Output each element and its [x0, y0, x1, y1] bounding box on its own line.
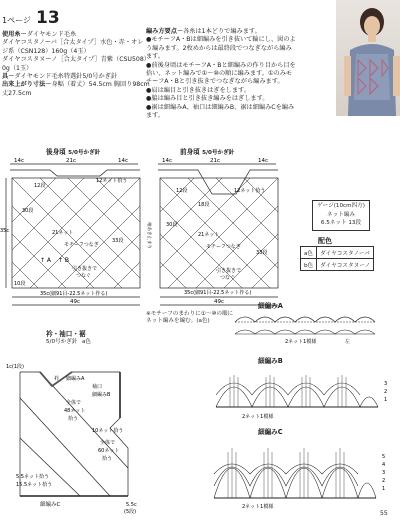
- header: [2, 8, 60, 28]
- edging-r3: 5.5ネット拾う: [16, 474, 49, 480]
- front-rows-2: 33段: [256, 250, 268, 256]
- stitch-c-row-4: 4: [382, 462, 386, 468]
- edging-r5: 5.5c: [126, 502, 137, 508]
- back-motif-net: 21ネット: [52, 230, 74, 236]
- front-body-schematic: [150, 142, 290, 312]
- stitch-b-diagram: [212, 363, 392, 425]
- front-diagram: [150, 142, 290, 312]
- materials-yarn-heading: 使用糸: [2, 31, 21, 38]
- front-join-1: 引き抜きで: [216, 268, 242, 274]
- edging-b3: 拾う: [102, 456, 113, 462]
- stitch-b-row-3: 3: [384, 381, 388, 387]
- back-join-1: 引き抜きで: [72, 266, 98, 272]
- back-shoulder: 12段: [34, 183, 46, 189]
- back-rows-2: 33段: [112, 238, 124, 244]
- instruction-line: ます。: [146, 112, 165, 120]
- gauge-box: [312, 200, 370, 231]
- edging-rep-3: 拾う: [68, 416, 79, 422]
- stitch-c-row-1: 1: [382, 486, 386, 492]
- edging-hook: 5/0号かぎ針: [46, 339, 78, 345]
- color-row: [301, 259, 374, 271]
- front-title: 前身頃: [180, 148, 200, 156]
- front-motif-label: モチーフつなぎ: [206, 244, 241, 250]
- stitch-a-count: 2ネット1模様: [285, 339, 317, 345]
- materials-tools: ーダイヤモンド毛糸特選針5/0号かぎ針: [8, 73, 118, 81]
- page-number: 55: [380, 510, 388, 517]
- back-arrow-b: ↑ B: [58, 257, 70, 264]
- back-arrow-a: ↑ A: [40, 257, 52, 264]
- back-title: 後身頃: [46, 148, 66, 156]
- back-rows-10: 10段: [14, 281, 26, 287]
- back-length: 35c: [0, 228, 10, 234]
- instruction-line: ●裾は細編みA、袖口は細編みB、裾は細編みCを編み: [146, 103, 295, 111]
- stitch-c-title: 細編みC: [258, 428, 283, 436]
- edging-sleeve: 袖口: [92, 384, 103, 390]
- front-hook: 5/0号かぎ針: [202, 150, 235, 156]
- front-neck-rows: 18段: [198, 202, 210, 208]
- color-title: 配色: [318, 237, 332, 245]
- back-body-schematic: [0, 142, 155, 312]
- front-rows: 30段: [166, 222, 178, 228]
- edging-diagram: [0, 328, 150, 518]
- back-width: 49c: [70, 299, 81, 305]
- color-name: ダイヤコスタノーバ: [317, 247, 374, 259]
- materials-yarn-2: ダイヤコスタヌーノ［合太タイプ］青紫（CSU508）: [2, 56, 150, 64]
- materials-block: [2, 31, 150, 98]
- back-dim-right: 14c: [118, 158, 129, 164]
- gauge-title: ゲージ(10cm四方): [317, 203, 365, 209]
- materials-yarn-1: ダイヤコスタノーバ［合太タイプ］水色・赤・オレ: [2, 39, 144, 47]
- page-ref-number: 13: [36, 8, 60, 28]
- materials-tools-heading: 具: [2, 73, 9, 81]
- instructions-block: [146, 28, 296, 120]
- stitch-b-title: 細編みB: [258, 357, 283, 365]
- materials-size-heading: 出来上がり寸法: [2, 81, 46, 89]
- edging-rep-2: 48ネット: [64, 408, 86, 414]
- stitch-c-row-2: 2: [382, 478, 386, 484]
- back-side-label: 袖あき止まり: [146, 222, 151, 249]
- stitch-c-row-5: 5: [382, 454, 386, 460]
- model-photo: [336, 0, 400, 116]
- gauge-line-2: 6.5ネット 13段: [320, 220, 362, 226]
- page-ref-prefix: 1ページ: [2, 16, 31, 25]
- stitch-c-count: 2ネット1模様: [242, 504, 274, 510]
- materials-yarn-1b: ジ系（CSN128）160g（4玉）: [2, 47, 90, 55]
- materials-yarn-brand: ーダイヤモンド毛糸: [20, 31, 77, 38]
- instructions-intro: ー各糸は1本どりで編みます。: [176, 28, 261, 35]
- note-line-2: ネット編みを編む。(a色): [146, 318, 210, 324]
- color-key: b色: [301, 259, 317, 271]
- front-motif-net: 21ネット: [198, 232, 220, 238]
- materials-size: ー身幅（着丈）54.5cm 胸回り98cm: [45, 81, 150, 89]
- front-neck: 12ネット拾う: [234, 188, 266, 194]
- front-bottom-dim: 35c(細91目-22.5ネット作る): [184, 290, 252, 296]
- front-dim-right: 14c: [258, 158, 269, 164]
- stitch-b-count: 2ネット1模様: [242, 414, 274, 420]
- stitch-a-title: 細編みA: [258, 302, 283, 310]
- edging-col-stitch: 細編みA: [66, 376, 85, 382]
- instruction-line: ●肩は編目と引き抜きはぎをします。: [146, 86, 250, 94]
- edging-title: 衿・袖口・裾: [46, 330, 86, 338]
- instruction-line: ●前後身頃はモチーフA・Bと細編みの作り目から目を: [146, 61, 296, 69]
- back-rows: 30段: [22, 208, 34, 214]
- stitch-c-row-3: 3: [382, 470, 386, 476]
- back-neck: 12ネット拾う: [96, 178, 128, 184]
- edging-schematic: [0, 328, 150, 518]
- front-shoulder: 12段: [176, 188, 188, 194]
- stitch-c-diagram: [210, 434, 392, 514]
- edging-col: 衿: [54, 376, 60, 382]
- front-dim-mid: 21c: [210, 158, 221, 164]
- edging-rep-1: 全体で: [66, 400, 82, 406]
- edging-color: a色: [82, 339, 92, 345]
- stitch-a-diagram: [225, 310, 385, 346]
- edging-hem: 細編みC: [40, 502, 61, 508]
- front-width: 49c: [214, 299, 225, 305]
- instructions-title: 編み方要点: [146, 28, 177, 35]
- back-bottom-dim: 35c(細91目-22.5ネット作る): [40, 291, 108, 297]
- back-hook: 5/0号かぎ針: [68, 150, 101, 156]
- instruction-line: チーフA・Bと引き抜きでつなぎながら編みます。: [146, 78, 284, 86]
- back-join-2: つなぐ: [76, 273, 92, 279]
- gauge-line-1: ネット編み: [327, 211, 355, 218]
- edging-r6: (5段): [124, 509, 137, 515]
- color-name: ダイヤコスタヌーノ: [317, 259, 374, 271]
- note-line-1: ※モチーフのまわりに①～⑩の順に: [146, 311, 234, 317]
- front-dim-left: 14c: [162, 158, 173, 164]
- stitch-b-row-1: 1: [384, 397, 388, 403]
- edging-r4: 15.5ネット拾う: [16, 482, 53, 488]
- edging-l1c: 1c(1段): [6, 364, 25, 370]
- back-dim-mid: 21c: [66, 158, 77, 164]
- instruction-line: う編みます。2枚めからは最終段でつなぎながら編み: [146, 44, 292, 52]
- instruction-line: ●脇は編み目と引き抜き編みをはぎします。: [146, 95, 269, 103]
- instruction-line: 拾い、ネット編みで①～⑩の順に編みます。①のみモ: [146, 70, 293, 78]
- back-dim-left: 14c: [14, 158, 25, 164]
- back-motif-label: モチーフつなぎ: [64, 242, 99, 248]
- front-join-2: つなぐ: [220, 275, 236, 281]
- instruction-line: ●モチーフA・Bは細編みを引き抜いて輪にし、図のよ: [146, 36, 296, 44]
- edging-b2: 60ネット: [98, 448, 120, 454]
- materials-length: 丈27.5cm: [2, 89, 32, 97]
- edging-sleeve-stitch: 細編みB: [92, 392, 111, 398]
- materials-yarn-2b: 0g（1玉）: [2, 64, 33, 72]
- schematic-note: [146, 311, 233, 325]
- color-key: a色: [301, 247, 317, 259]
- edging-r1: 10ネット拾う: [92, 428, 124, 434]
- stitch-a-side: 左: [345, 339, 351, 345]
- color-table: [300, 246, 374, 271]
- model-figure: [336, 0, 400, 116]
- color-row: [301, 247, 374, 259]
- stitch-b-row-2: 2: [384, 389, 388, 395]
- instruction-line: ます。: [146, 53, 165, 61]
- back-diagram: [0, 142, 155, 312]
- edging-b1: 全体で: [100, 440, 116, 446]
